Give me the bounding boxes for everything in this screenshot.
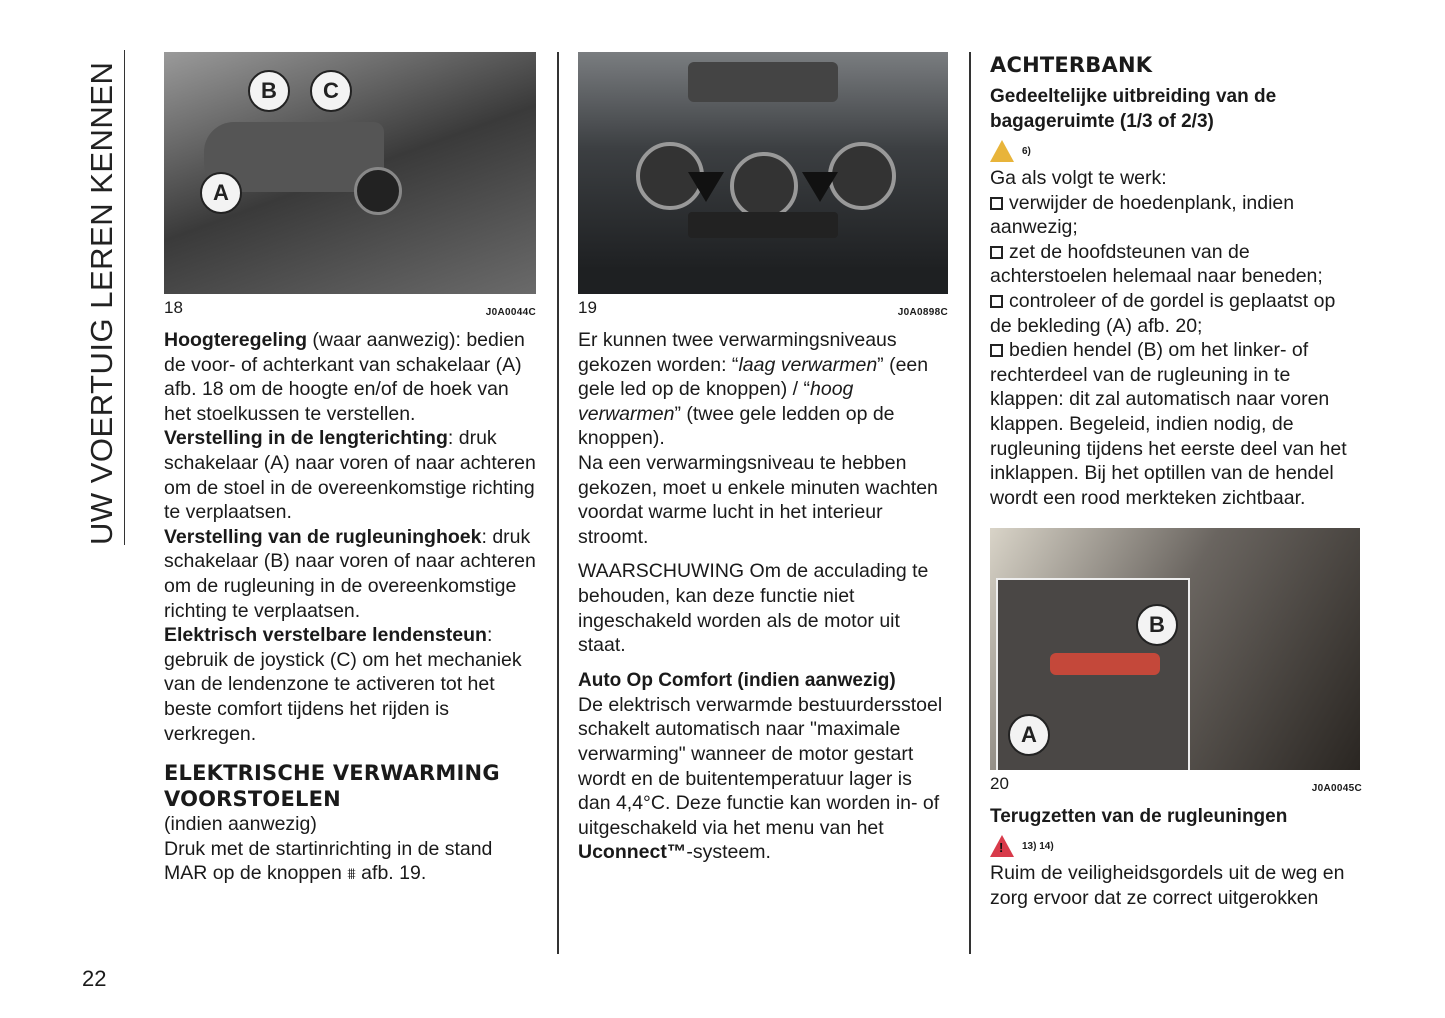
term: Uconnect™ (578, 841, 687, 864)
italic-text: hoog verwarmen (578, 378, 854, 425)
para-niveaus (578, 328, 948, 451)
label-a: A (1008, 714, 1050, 756)
figure-code: J0A0045C (1311, 783, 1362, 795)
body-text: afb. 19. (355, 862, 427, 885)
note-ref: 13) 14) (1022, 840, 1054, 852)
page-number: 22 (82, 966, 107, 991)
para-hoogteregeling (164, 328, 536, 426)
section-heading: ELEKTRISCHE VERWARMING VOORSTOELEN (164, 761, 500, 812)
term: Verstelling van de rugleuninghoek (164, 525, 482, 548)
caution-note (990, 140, 1362, 162)
chapter-title-text: UW VOERTUIG LEREN KENNEN (84, 61, 119, 545)
hazard-panel (688, 62, 838, 102)
note-ref: 6) (1022, 145, 1031, 157)
checkbox-bullet-icon (990, 295, 1003, 308)
body-text: Er kunnen twee verwarmingsniveaus gekozen worden: “ (578, 329, 897, 376)
column-divider (969, 52, 971, 954)
body-text: : druk schakelaar (B) naar voren of naar achteren om de rugleuning in de overeenkomstige richting te verplaatsen. (164, 525, 536, 622)
body-text: -systeem. (686, 841, 771, 864)
para-lengterichting (164, 426, 536, 524)
para-gordels: Ruim de veiligheidsgordels uit de weg en zorg ervoor dat ze correct uitgerokken (990, 862, 1345, 909)
label-c: C (310, 70, 352, 112)
arrow-icon (688, 172, 724, 202)
figure-caption (164, 296, 536, 318)
figure-18-seat-controls (164, 52, 536, 294)
warning-icon: ! (990, 835, 1014, 857)
car-caution-icon (990, 140, 1014, 162)
body-text: De elektrisch verwarmde bestuurdersstoel schakelt automatisch naar "maximale verwarming" wanneer de motor gestart wordt en de buitentemperatuur lager is dan 4,4°C. Deze functie kan worden in- of uitgeschakeld via het menu van het (578, 693, 943, 839)
figure-number: 19 (578, 298, 597, 317)
figure-number: 18 (164, 298, 183, 317)
step-text: verwijder de hoedenplank, indien aanwezig; (990, 191, 1295, 239)
column-1 (164, 52, 536, 888)
step-item (990, 191, 1362, 240)
body-text: : druk schakelaar (A) naar voren of naar achteren om de stoel in de overeenkomstige richting te verplaatsen. (164, 427, 536, 524)
step-text: bedien hendel (B) om het linker- of rechterdeel van de rugleuning in te klappen: dit zal automatisch naar voren klappen. Begeleid, indien nodig, de rugleuning tijdens het eerste deel van het inklappen. Bij het optillen van de hendel wordt een rood merkteken zichtbaar. (990, 339, 1347, 509)
label-b: B (1136, 604, 1178, 646)
subheading: Gedeeltelijke uitbreiding van de bagageruimte (1/3 of 2/3) (990, 86, 1277, 132)
figure-caption (990, 772, 1362, 794)
subheading-auto-comfort: Auto Op Comfort (indien aanwezig) (578, 669, 896, 691)
body-text: : gebruik de joystick (C) om het mechaniek van de lendenzone te activeren tot het beste comfort tijdens het rijden is verkregen. (164, 624, 522, 745)
step-text: controleer of de gordel is geplaatst op de bekleding (A) afb. 20; (990, 289, 1336, 337)
term: Hoogteregeling (164, 329, 308, 351)
arrow-icon (802, 172, 838, 202)
figure-caption (578, 296, 948, 318)
figure-20-rear-seat (990, 528, 1360, 770)
body-text: Druk met de startinrichting in de stand MAR op de knoppen (164, 837, 493, 885)
seat-heater-icon: ⩩ (347, 866, 356, 884)
body-text: ” (een gele led op de knoppen) / “ (578, 353, 929, 401)
chapter-side-title (84, 50, 125, 545)
para-lendensteun (164, 623, 536, 746)
warning-note (990, 835, 1362, 857)
label-b: B (248, 70, 290, 112)
body-text: (waar aanwezig): bedien de voor- of achterkant van schakelaar (A) afb. 18 om de hoogte en/of de hoek van het stoelkussen te verstellen. (164, 329, 525, 425)
figure-code: J0A0044C (485, 307, 536, 318)
section-heading: ACHTERBANK (990, 53, 1153, 77)
temp-knob-right (828, 142, 896, 210)
intro-text: Ga als volgt te werk: (990, 167, 1167, 189)
para-auto-comfort (578, 693, 948, 865)
term: Elektrisch verstelbare lendensteun (164, 624, 487, 647)
checkbox-bullet-icon (990, 344, 1003, 357)
column-divider (557, 52, 559, 954)
step-item (990, 289, 1362, 338)
subtext: (indien aanwezig) (164, 813, 317, 836)
step-text: zet de hoofdsteunen van de achterstoelen helemaal naar beneden; (990, 240, 1323, 288)
italic-text: laag verwarmen (738, 353, 878, 376)
fan-knob (730, 152, 798, 220)
joystick-knob (354, 167, 402, 215)
figure-19-climate-panel (578, 52, 948, 294)
checkbox-bullet-icon (990, 246, 1003, 259)
para-rugleuninghoek (164, 525, 536, 623)
step-item (990, 240, 1362, 289)
para-wachten: Na een verwarmingsniveau te hebben gekozen, moet u enkele minuten wachten voordat warme lucht in het interieur stroomt. (578, 451, 938, 548)
step-item (990, 338, 1362, 510)
para-waarschuwing: WAARSCHUWING Om de acculading te behouden, kan deze functie niet ingeschakeld worden als de motor uit staat. (578, 560, 929, 657)
column-2 (578, 52, 948, 865)
body-text: ” (twee gele ledden op de knoppen). (578, 402, 895, 450)
figure-code: J0A0898C (897, 307, 948, 318)
checkbox-bullet-icon (990, 197, 1003, 210)
seat-heat-buttons (688, 212, 838, 238)
term: Verstelling in de lengterichting (164, 427, 448, 450)
label-a: A (200, 172, 242, 214)
column-3 (990, 52, 1362, 911)
para-druk (164, 837, 536, 888)
figure-number: 20 (990, 774, 1009, 794)
subheading-terugzetten: Terugzetten van de rugleuningen (990, 806, 1288, 828)
red-marker (1050, 653, 1160, 675)
